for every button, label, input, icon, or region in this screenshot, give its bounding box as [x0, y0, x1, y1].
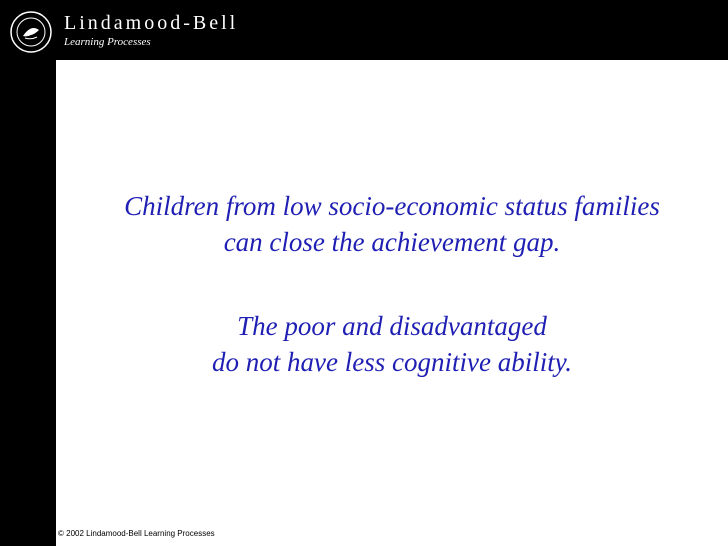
header-bar	[0, 0, 728, 60]
seal-icon	[9, 10, 53, 54]
statement-line-2: can close the achievement gap.	[223, 227, 561, 257]
statement-line-1: Children from low socio-economic status families	[124, 191, 660, 221]
logo-subtitle: Learning Processes	[64, 36, 151, 48]
statement-line-3: The poor and disadvantaged	[237, 311, 547, 341]
slide-content	[56, 60, 728, 530]
logo-name: Lindamood-Bell	[64, 12, 239, 34]
left-black-bar	[0, 0, 56, 546]
copyright-footer: © 2002 Lindamood-Bell Learning Processes	[58, 529, 215, 538]
logo-text	[64, 12, 238, 49]
statement-line-4: do not have less cognitive ability.	[212, 347, 572, 377]
